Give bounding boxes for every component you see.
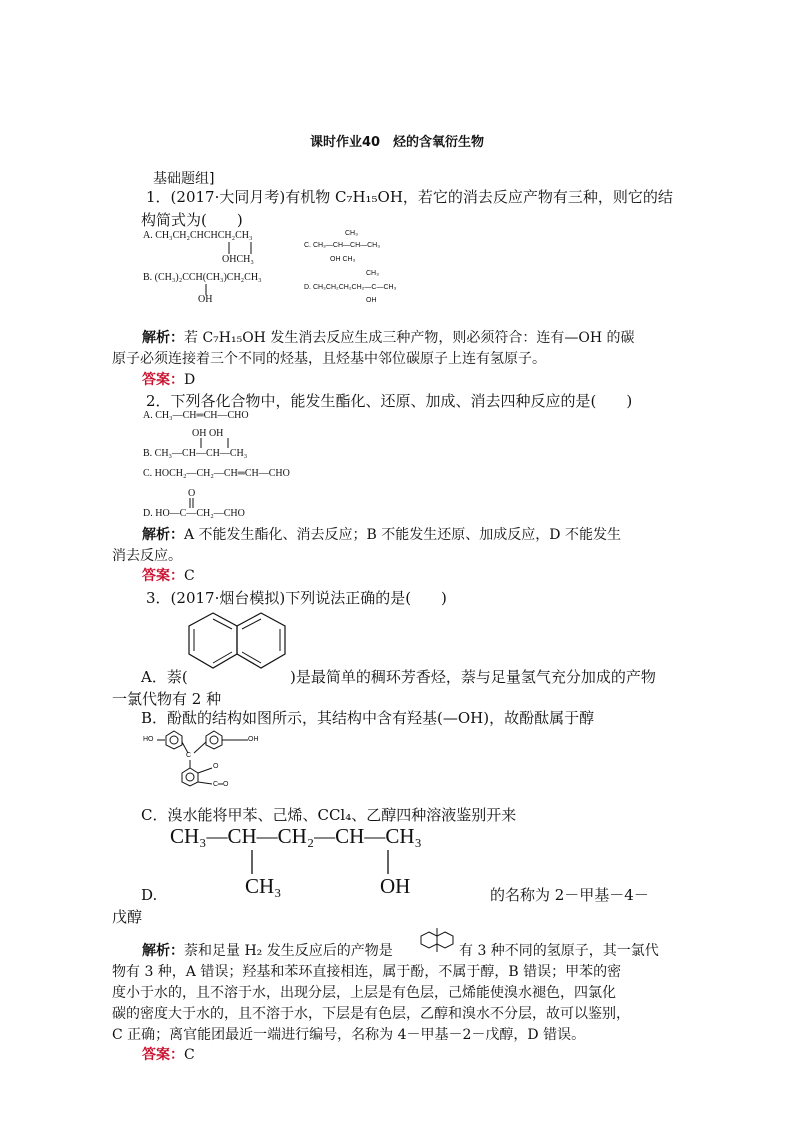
q1-option-c-sub: OH CH₃ — [330, 256, 356, 263]
q2-option-d: D. HO—C—CH₂—CHO — [143, 508, 245, 519]
q2-stem: 2．下列各化合物中，能发生酯化、还原、加成、消去四种反应的是( ) — [146, 392, 633, 410]
q3-explanation-line1: 解析：萘和足量 H₂ 发生反应后的产物是 — [142, 943, 393, 959]
q2-option-c: C. HOCH₂—CH₂—CH═CH—CHO — [143, 468, 290, 479]
q3-stem: 3．(2017·烟台模拟)下列说法正确的是( ) — [146, 589, 447, 607]
q3-option-d-formula: CH₃—CH—CH₂—CH—CH₃ — [170, 824, 422, 848]
q3-option-a-line2: 一氯代物有 2 种 — [112, 690, 222, 708]
q1-explanation-line1: 解析：若 C₇H₁₅OH 发生消去反应生成三种产物，则必须符合：连有—OH 的碳 — [142, 330, 635, 346]
q1-option-d: D. CH₃CH₂CH₂CH₂—C—CH₃ — [304, 284, 397, 291]
decalin-structure-icon — [420, 926, 456, 954]
q3-option-a-prefix: A．萘( — [141, 668, 188, 686]
explanation-label: 解析： — [142, 330, 184, 346]
q2-option-b: B. CH₃—CH—CH—CH₃ — [143, 448, 248, 459]
q3-explanation-line4: 碳的密度大于水的，且不溶于水，下层是有色层，乙醇和溴水不分层，故可以鉴别， — [112, 1006, 630, 1022]
phenolphthalein-co-label: C═O — [213, 781, 229, 788]
q1-option-d-sub: OH — [366, 297, 377, 304]
phenolphthalein-structure-icon — [150, 728, 270, 798]
phenolphthalein-o-label: O — [213, 763, 219, 770]
q1-option-a-substituents: OHCH₃ — [222, 254, 254, 265]
q3-option-d-sub-ch3: CH₃ — [245, 874, 282, 898]
q1-option-a: A. CH₃CH₂CHCHCH₂CH₃ — [143, 230, 253, 241]
section-heading: 基础题组] — [153, 171, 215, 187]
q1-stem-line1: 1．(2017·大同月考)有机物 C₇H₁₅OH，若它的消去反应产物有三种，则它的结 — [146, 188, 673, 206]
q1-option-c: C. CH₃—CH—CH—CH₃ — [304, 242, 381, 249]
q1-answer: 答案：D — [142, 372, 196, 388]
phenolphthalein-c-label: C — [186, 752, 192, 759]
q3-explanation-line2: 物有 3 种，A 错误；羟基和苯环直接相连，属于酚，不属于醇，B 错误；甲苯的密 — [112, 964, 622, 980]
q2-option-b-top: OH OH — [192, 428, 224, 439]
q2-answer: 答案：C — [142, 568, 195, 584]
naphthalene-structure-icon — [185, 608, 295, 698]
q3-option-d-sub-oh: OH — [380, 874, 411, 898]
q3-option-b: B．酚酞的结构如图所示，其结构中含有羟基(—OH)，故酚酞属于醇 — [141, 709, 595, 727]
q3-explanation-line3: 度小于水的，且不溶于水，出现分层，上层是有色层，己烯能使溴水褪色，四氯化 — [112, 985, 616, 1001]
q3-option-a: )是最简单的稠环芳香烃，萘与足量氢气充分加成的产物 — [290, 668, 656, 686]
answer-label: 答案： — [142, 372, 184, 388]
q2-explanation-line2: 消去反应。 — [112, 548, 182, 564]
phenolphthalein-ho-label: HO — [143, 736, 154, 743]
q2-option-a: A. CH₃—CH═CH—CHO — [143, 410, 249, 421]
q1-option-b-substituent: OH — [198, 294, 213, 305]
q2-explanation-line1: 解析：A 不能发生酯化、消去反应；B 不能发生还原、加成反应，D 不能发生 — [142, 527, 621, 543]
q1-option-b: B. (CH₃)₂CCH(CH₃)CH₂CH₃ — [143, 272, 262, 283]
q3-option-c: C．溴水能将甲苯、己烯、CCl₄、乙醇四种溶液鉴别开来 — [141, 806, 517, 824]
q3-option-d-label: D. — [141, 886, 158, 904]
q1-explanation-line2: 原子必须连接着三个不同的烃基，且烃基中邻位碳原子上连有氢原子。 — [112, 351, 546, 367]
page-title: 课时作业40 烃的含氧衍生物 — [309, 135, 485, 150]
phenolphthalein-oh-label: OH — [248, 736, 259, 743]
q1-option-d-top: CH₃ — [366, 270, 379, 277]
q3-explanation-line5: C 正确；离官能团最近一端进行编号，名称为 4－甲基－2－戊醇，D 错误。 — [112, 1027, 586, 1043]
q3-explanation-line1-cont: 有 3 种不同的氢原子，其一氯代 — [459, 943, 659, 959]
q1-option-c-top: CH₃ — [345, 230, 358, 237]
q2-option-d-top: O — [188, 488, 196, 499]
q3-option-d: 的名称为 2－甲基－4－ — [490, 886, 649, 904]
q1-stem-line2: 构简式为( ) — [141, 211, 243, 229]
q3-answer: 答案：C — [142, 1047, 195, 1063]
q3-option-d-line2: 戊醇 — [112, 908, 143, 926]
